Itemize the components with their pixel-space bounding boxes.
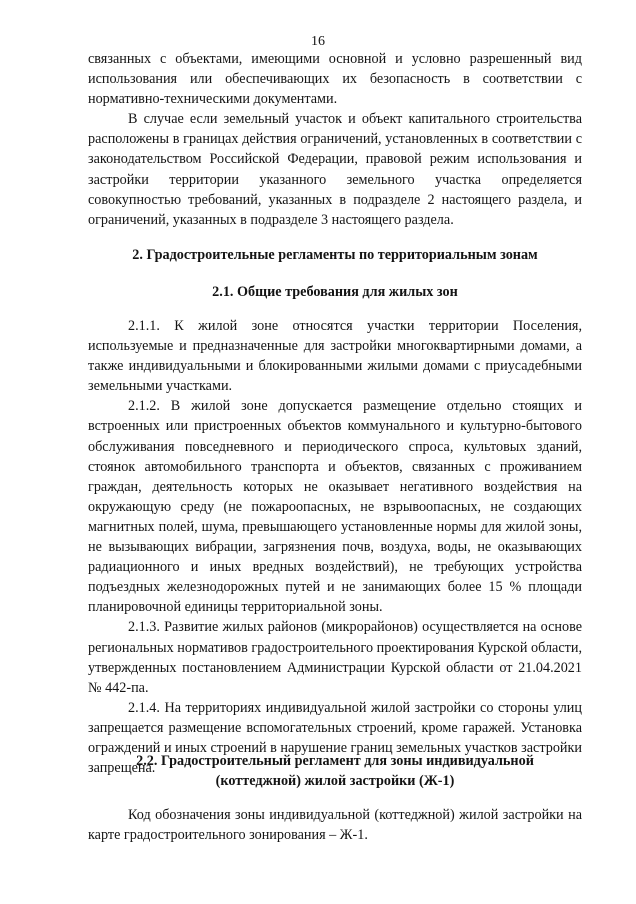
section-2-heading [80, 245, 590, 265]
section-2-1-title: 2.1. Общие требования для жилых зон [212, 284, 458, 300]
page-number: 16 [311, 34, 325, 49]
section-2-2-heading [80, 751, 590, 791]
section-2-2-title-line-2: (коттеджной) жилой застройки (Ж-1) [215, 773, 455, 789]
paragraph-2-1-3: 2.1.3. Развитие жилых районов (микрорайонов) осуществляется на основе региональных нормативов градостроительного проектирования Курской области, утвержденных постановлением Администрации Курской области от 21.04.2021 № 442-па. [88, 619, 582, 696]
paragraph-2-1-2: 2.1.2. В жилой зоне допускается размещение отдельно стоящих и встроенных или пристроенных объектов коммунального и культурно-бытового обслуживания повседневного и периодического спроса, культовых зданий, стоянок автомобильного транспорта и объектов, связанных с проживанием граждан, деятельность которых не оказывает негативного воздействия на окружающую среду (не пожароопасных, не взрывоопасных, не создающих магнитных полей, шума, превышающего установленные нормы для жилой зоны, не вызывающих вибрации, загрязнения почв, воздуха, воды, не оказывающих радиационного и иных вредных воздействий), не требующих устройства подъездных железнодорожных путей и не занимающих более 15 % площади планировочной единицы территориальной зоны. [88, 398, 582, 616]
section-2-title: 2. Градостроительные регламенты по территориальным зонам [132, 247, 538, 263]
intro-paragraph-2: В случае если земельный участок и объект капитального строительства расположены в границах действия ограничений, установленных в соответствии с законодательством Российской Федерации, правовой режим использования и застройки территории указанного земельного участка определяется совокупностью требований, указанных в подразделе 2 настоящего раздела, и ограничений, указанных в подразделе 3 настоящего раздела. [88, 111, 582, 228]
section-2-1-body [88, 316, 582, 778]
section-2-2-title-line-1: 2.2. Градостроительный регламент для зоны индивидуальной [136, 753, 534, 769]
section-2-1-heading [80, 282, 590, 302]
section-2-2-body [88, 805, 582, 845]
intro-block [88, 49, 582, 230]
intro-paragraph-1: связанных с объектами, имеющими основной и условно разрешенный вид использования или обеспечивающих их безопасность в соответствии с нормативно-техническими документами. [88, 51, 582, 108]
paragraph-2-2-code: Код обозначения зоны индивидуальной (коттеджной) жилой застройки на карте градостроительного зонирования – Ж-1. [88, 807, 582, 844]
paragraph-2-1-4: 2.1.4. На территориях индивидуальной жилой застройки со стороны улиц запрещается размещение вспомогательных строений, кроме гаражей. Установка ограждений и иных строений в нарушение границ земельных участков застройки запрещена. [88, 699, 582, 777]
paragraph-2-1-1: 2.1.1. К жилой зоне относятся участки территории Поселения, используемые и предназначенные для застройки многоквартирными домами, а также индивидуальными и блокированными жилыми домами с приусадебными земельными участками. [88, 318, 582, 395]
